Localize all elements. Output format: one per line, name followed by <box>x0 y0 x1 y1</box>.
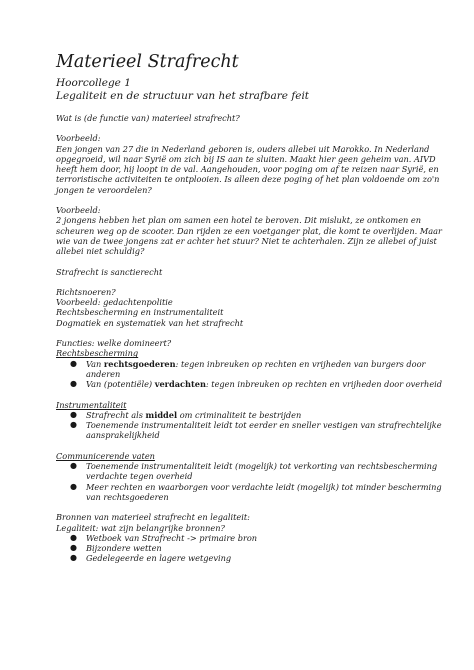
bullet-icon: ● <box>70 461 77 471</box>
guideline-line: Richtsnoeren? <box>56 286 116 297</box>
example-text-line: allebei niet schuldig? <box>56 246 145 257</box>
example-text-line: scheuren weg op de scooter. Dan rijden ze een voetganger plat, die komt te overlijden. Maar <box>56 225 442 236</box>
list-item: ● Toenemende instrumentaliteit leidt tot eerder en sneller vestigen van strafrechtelijke aansprakelijkheid <box>70 420 442 441</box>
functions-question: Functies: welke domineert? <box>56 338 172 349</box>
example-text-line: jongen te veroordelen? <box>56 184 152 195</box>
bullet-icon: ● <box>70 379 77 389</box>
guideline-line: Dogmatiek en systematiek van het strafrecht <box>56 317 244 328</box>
bullet-icon: ● <box>70 358 77 368</box>
bullet-icon: ● <box>70 409 77 419</box>
example-label: Voorbeeld: <box>56 205 101 216</box>
guideline-line: Rechtsbescherming en instrumentaliteit <box>56 307 224 318</box>
section-heading-communicerende-vaten: Communicerende vaten <box>56 450 155 461</box>
list-item: ● Van rechtsgoederen: tegen inbreuken op rechten en vrijheden van burgers door anderen <box>70 358 426 379</box>
bullet-icon: ● <box>70 481 77 491</box>
section-heading-rechtsbescherming: Rechtsbescherming <box>56 348 139 359</box>
list-item: ● Bijzondere wetten <box>70 543 162 554</box>
list-item: ● Strafrecht als middel om criminaliteit te bestrijden <box>70 409 302 420</box>
example-text-line: terroristische activiteiten te ontplooien. Is alleen deze poging of het plan voldoende om zo'n <box>56 174 440 185</box>
example-label: Voorbeeld: <box>56 133 101 144</box>
example-text-line: 2 jongens hebben het plan om samen een hotel te beroven. Dit mislukt, ze ontkomen en <box>56 215 422 226</box>
bold-term: verdachten <box>154 379 206 390</box>
example-text-line: opgegroeid, wil naar Syrië om zich bij IS aan te sluiten. Maakt hier geen geheim van. AIVD <box>56 153 436 164</box>
bold-term: rechtsgoederen <box>103 358 176 369</box>
rechtsbescherming-list <box>56 359 446 390</box>
sources-list <box>56 533 446 564</box>
bullet-icon: ● <box>70 532 77 542</box>
list-item: ● Wetboek van Strafrecht -> primaire bron <box>70 532 258 543</box>
lecture-label: Hoorcollege 1 <box>56 77 131 89</box>
intro-question: Wat is (de functie van) materieel strafrecht? <box>56 113 240 123</box>
bullet-icon: ● <box>70 420 77 430</box>
list-item: ● Van (potentiële) verdachten: tegen inbreuken op rechten en vrijheden door overheid <box>70 379 443 390</box>
bold-term: middel <box>145 409 178 420</box>
bullet-icon: ● <box>70 553 77 563</box>
list-item: ● Toenemende instrumentaliteit leidt (mogelijk) tot verkorting van rechtsbescherming verdachte tegen overheid <box>70 461 438 482</box>
list-item: ● Meer rechten en waarborgen voor verdachte leidt (mogelijk) tot minder bescherming van rechtsgoederen <box>70 481 442 502</box>
instrumentaliteit-list <box>56 410 446 441</box>
communicerende-list <box>56 461 446 502</box>
sources-heading: Bronnen van materieel strafrecht en legaliteit: <box>56 512 250 523</box>
section-heading-instrumentaliteit: Instrumentaliteit <box>56 399 127 410</box>
document-title: Materieel Strafrecht <box>56 52 239 72</box>
sanction-statement: Strafrecht is sanctierecht <box>56 266 163 277</box>
bullet-icon: ● <box>70 543 77 553</box>
example-text-line: Een jongen van 27 die in Nederland geboren is, ouders allebei uit Marokko. In Nederland <box>56 143 430 154</box>
lecture-topic: Legaliteit en de structuur van het strafbare feit <box>56 90 310 102</box>
example-text-line: heeft hem door, hij loopt in de val. Aangehouden, voor poging om af te reizen naar Syrië, en <box>56 164 439 175</box>
guideline-line: Voorbeeld: gedachtenpolitie <box>56 297 173 308</box>
document-page <box>56 52 446 564</box>
example-text-line: wie van de twee jongens zat er achter het stuur? Niet te achterhalen. Zijn ze allebei of juist <box>56 235 437 246</box>
sources-question: Legaliteit: wat zijn belangrijke bronnen? <box>56 522 225 533</box>
list-item: ● Gedelegeerde en lagere wetgeving <box>70 553 232 564</box>
